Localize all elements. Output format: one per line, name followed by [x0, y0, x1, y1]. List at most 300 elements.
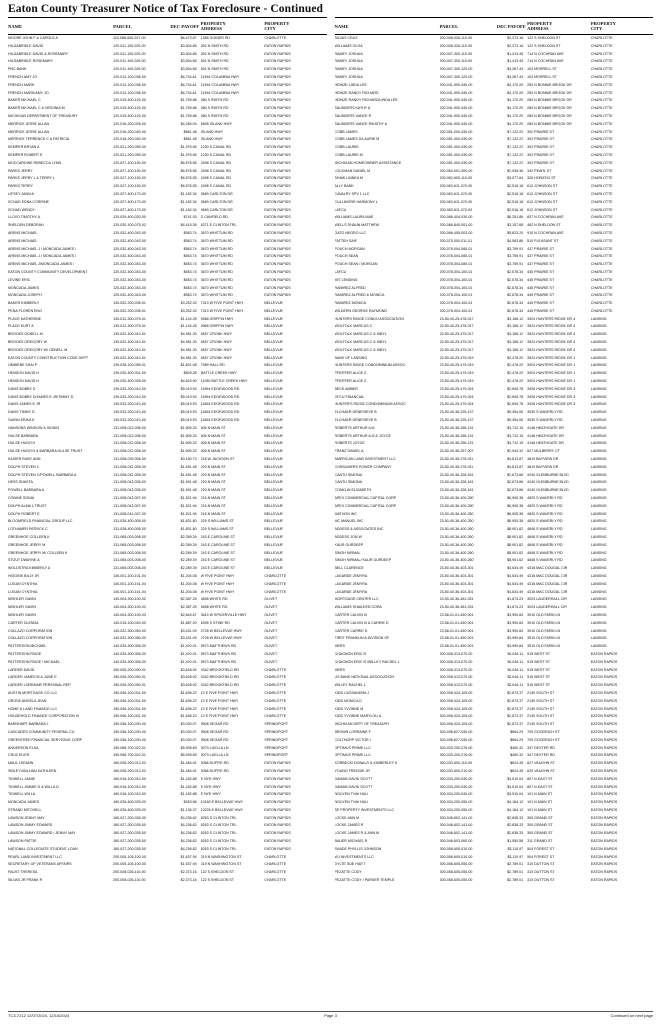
- parcel-number: 23-50-40-25-479-019: [439, 371, 474, 376]
- table-row: [8, 807, 327, 815]
- dec-payoff: $3,166.12: [507, 340, 524, 345]
- dec-payoff: $3,267.43: [507, 67, 524, 72]
- dec-payoff: $2,838.33: [507, 815, 524, 820]
- dec-payoff: $8,901.62: [507, 542, 524, 547]
- property-city: LANSING: [590, 332, 607, 337]
- table-row: [8, 690, 327, 698]
- table-row: [8, 339, 327, 347]
- property-address: 311 GRAND ST: [527, 839, 553, 844]
- table-row: [8, 784, 327, 792]
- owner-name: CANTU SIMONA: [334, 472, 363, 477]
- property-city: CHARLOTTE: [590, 82, 613, 87]
- parcel-number: 23-50-40-36-400-260: [439, 527, 474, 532]
- property-city: LANSING: [590, 620, 607, 625]
- table-row: [335, 355, 654, 363]
- property-city: EATON RAPIDS: [590, 667, 618, 672]
- property-address: S CANFIELD RD: [200, 215, 229, 220]
- property-city: BELLEVUE: [264, 347, 283, 352]
- table-row: [335, 261, 654, 269]
- owner-name: FRENCH MARK/AMY JO: [8, 90, 49, 95]
- owner-name: AMERICAN LAND INVESTMENT LLC: [334, 457, 396, 462]
- owner-name: KEMPER ROBERT E: [8, 152, 43, 157]
- parcel-number: 200-078-004-100-01: [439, 269, 473, 274]
- property-address: 2130 SOUTH ST: [527, 698, 555, 703]
- dec-payoff: $2,678.34: [507, 293, 524, 298]
- table-row: [8, 43, 327, 51]
- property-address: 9508 SEGAR RD: [200, 729, 229, 734]
- property-city: EATON RAPIDS: [590, 706, 618, 711]
- dec-payoff: $453.56: [183, 800, 197, 805]
- property-address: 10226 E BELLEVUE HWY: [200, 807, 244, 812]
- owner-name: PARKS TERRY: [8, 184, 33, 189]
- dec-payoff: $1,550.58: [507, 839, 524, 844]
- property-city: BELLEVUE: [264, 511, 283, 516]
- property-address: 11394 COLUMBIA HWY: [200, 90, 240, 95]
- owner-name: FRANZ DANIEL A: [334, 449, 364, 454]
- parcel-number: 200-078-004-080-01: [439, 246, 473, 251]
- owner-name: ARENS MICHAEL J / MONCADA JAMES /: [8, 246, 77, 251]
- parcel-number: 131-065-003-008-00: [113, 566, 146, 571]
- parcel-number: 200-078-004-100-01: [439, 293, 473, 298]
- dec-payoff: $2,873.37: [507, 690, 524, 695]
- property-city: EATON RAPIDS: [264, 223, 291, 228]
- owner-name: APEX COMMERCIAL CAPITAL CORP: [334, 496, 397, 501]
- property-city: CHARLOTTE: [590, 59, 613, 64]
- parcel-number: 300-058-605-050-00: [439, 870, 473, 875]
- dec-payoff: $1,484.01: [180, 761, 197, 766]
- dec-payoff: $861.48: [183, 129, 197, 134]
- property-address: 4318 MAC DOUGAL CIR: [527, 581, 568, 586]
- table-row: [8, 214, 327, 222]
- parcel-number: 200-051-000-430-00: [439, 152, 473, 157]
- table-row: [335, 300, 654, 308]
- table-row: [335, 370, 654, 378]
- parcel-number: 130-002-200-035-01: [113, 301, 146, 306]
- dec-payoff: $9,354.06: [507, 410, 524, 415]
- property-city: EATON RAPIDS: [264, 784, 291, 789]
- property-city: EATON RAPIDS: [590, 745, 618, 750]
- parcel-number: 120-012-100-036-00: [113, 74, 146, 79]
- dec-payoff: $864.29: [510, 729, 524, 734]
- dec-payoff: $6,576.55: [180, 184, 197, 189]
- owner-name: LOCKE JAMES R & ANN M: [334, 831, 380, 836]
- parcel-number: 120-012-100-036-00: [113, 82, 146, 87]
- parcel-number: 300-008-024-105-00: [439, 714, 473, 719]
- dec-payoff: $1,420.01: [180, 659, 197, 664]
- dec-payoff: $3,504.65: [180, 59, 197, 64]
- table-row: [335, 503, 654, 511]
- table-row: [335, 690, 654, 698]
- table-row: [335, 620, 654, 628]
- owner-name: CARTER CARRIE D: [334, 628, 368, 633]
- owner-name: STRAND MITCHELL: [8, 807, 42, 812]
- table-row: [335, 861, 654, 869]
- owner-name: DAMAN DAVID SCOTT: [334, 784, 373, 789]
- owner-name: HEINZE RANDY RICHARD/LINDA LEE: [334, 98, 398, 103]
- dec-payoff: $3,990.84: [507, 644, 524, 649]
- table-row: [335, 511, 654, 519]
- property-address: 714 N COCHRAN AVE: [527, 59, 564, 64]
- dec-payoff: $3,759.91: [507, 262, 524, 267]
- dec-payoff: $2,938.36: [507, 168, 524, 173]
- table-row: [8, 66, 327, 74]
- parcel-number: 140-001-100-101-04: [113, 573, 146, 578]
- property-city: CHARLOTTE: [590, 98, 613, 103]
- dec-payoff: $3,628.92: [180, 683, 197, 688]
- property-address: 347 DEXTER RD: [527, 745, 555, 750]
- property-city: LANSING: [590, 402, 607, 407]
- property-address: 4148 HEATHGATE DR: [527, 441, 564, 446]
- property-city: CHARLOTTE: [590, 113, 613, 118]
- property-city: LANSING: [590, 636, 607, 641]
- property-address: 8253 S CLINTON TRL: [200, 846, 237, 851]
- table-row: [335, 440, 654, 448]
- property-city: CHARLOTTE: [590, 137, 613, 142]
- property-address: 4898 WHITE RD: [200, 597, 228, 602]
- parcel-number: 200-041-900-340-00: [439, 82, 473, 87]
- right-rows: [335, 35, 654, 885]
- table-row: [8, 674, 327, 682]
- property-city: CHARLOTTE: [590, 262, 613, 267]
- property-city: LANSING: [590, 542, 607, 547]
- property-city: CHARLOTTE: [264, 862, 287, 867]
- table-row: [8, 238, 327, 246]
- property-address: 243 E CAROLINE ST: [200, 566, 236, 571]
- parcel-number: 130-022-400-010-01: [113, 347, 146, 352]
- property-address: 2130 SOUTH ST: [527, 722, 555, 727]
- table-row: [335, 339, 654, 347]
- parcel-number: 150-006-100-001-00: [113, 706, 146, 711]
- dec-payoff: $4,170.20: [507, 113, 524, 118]
- table-row: [335, 643, 654, 651]
- owner-name: GREENHOE COLLEEN K: [8, 535, 50, 539]
- table-row: [8, 721, 327, 729]
- parcel-number: 120-032-400-043-00: [113, 269, 146, 274]
- parcel-number: 200-078-004-100-01: [439, 308, 473, 313]
- dec-payoff: $2,373.16: [507, 36, 524, 40]
- property-city: EATON RAPIDS: [264, 846, 291, 851]
- dec-payoff: $5,623.20: [507, 230, 524, 235]
- property-city: CHARLOTTE: [590, 43, 613, 48]
- parcel-number: 23-50-40-36-481-031: [439, 605, 474, 610]
- property-city: EATON RAPIDS: [264, 82, 291, 87]
- table-row: [8, 472, 327, 480]
- property-address: 3024 LAUDERHALL CIR: [527, 605, 567, 610]
- property-city: LANSING: [590, 597, 607, 602]
- table-row: [335, 409, 654, 417]
- parcel-number: 120-032-400-043-00: [113, 262, 146, 267]
- dec-payoff: $1,521.94: [180, 503, 197, 508]
- property-address: 612 JOHNSON ST: [527, 184, 558, 189]
- dec-payoff: $2,616.11: [507, 683, 524, 688]
- owner-name: ARENS MICHAEL J/MONCADA JAMES /: [8, 262, 75, 267]
- property-address: 3910 OLD FARM LN: [527, 636, 561, 641]
- property-city: EATON RAPIDS: [590, 651, 618, 656]
- dec-payoff: $2,478.20: [507, 355, 524, 360]
- owner-name: RAMEY JOSHUA: [334, 51, 363, 56]
- parcel-number: 120-011-100-025-00: [113, 59, 146, 64]
- dec-payoff: $2,944.32: [507, 449, 524, 454]
- property-address: 445 PRAIRIE ST: [527, 293, 555, 298]
- header-property-address: PROPERTY ADDRESS: [200, 21, 226, 31]
- parcel-number: 200-051-000-430-00: [439, 129, 473, 134]
- table-row: [8, 386, 327, 394]
- table-row: [335, 472, 654, 480]
- property-address: 1385 GOINER RD: [200, 36, 231, 40]
- property-address: 4318 MAC DOUGAL CIR: [527, 566, 568, 571]
- dec-payoff: $6,576.55: [180, 168, 197, 173]
- table-row: [335, 51, 654, 59]
- owner-name: BROWN LORRAINE F: [334, 729, 371, 734]
- table-row: [335, 822, 654, 830]
- dec-payoff: $3,157.68: [507, 223, 524, 228]
- header-parcel: PARCEL: [439, 23, 459, 29]
- property-address: 122 S SHELDON ST: [527, 43, 561, 48]
- property-city: BELLEVUE: [264, 449, 283, 454]
- table-row: [335, 830, 654, 838]
- property-city: EATON RAPIDS: [264, 152, 291, 157]
- table-row: [335, 168, 654, 176]
- property-city: EATON RAPIDS: [264, 199, 291, 204]
- footer-page-number: Page 3: [324, 1013, 337, 1018]
- table-row: [335, 706, 654, 714]
- property-city: LANSING: [590, 394, 607, 399]
- property-city: CHARLOTTE: [590, 223, 613, 228]
- property-address: 4342 BROOKFIELD RD: [200, 675, 240, 680]
- property-city: BELLEVUE: [264, 558, 283, 563]
- table-row: [335, 846, 654, 854]
- property-city: OLIVET: [264, 605, 278, 610]
- property-city: LANSING: [590, 363, 607, 368]
- parcel-number: 130-028-100-055-01: [113, 363, 146, 368]
- property-address: W FIVE POINT HWY: [200, 589, 235, 594]
- owner-name: MERRICK JESSE ALLAN: [8, 129, 50, 134]
- parcel-number: 200-007-300-120-00: [439, 67, 473, 72]
- property-city: CHARLOTTE: [590, 277, 613, 282]
- property-city: EATON RAPIDS: [264, 230, 291, 235]
- parcel-number: 200-063-611-070-00: [439, 184, 473, 189]
- table-row: [335, 292, 654, 300]
- header-property-city: PROPERTY CITY: [264, 21, 290, 31]
- parcel-number: 300-008-627-040-00: [439, 729, 473, 734]
- parcel-number: 130-033-200-010-00: [113, 386, 146, 391]
- parcel-number: 23-50-40-36-481-031: [439, 597, 474, 602]
- property-city: OLIVET: [264, 597, 278, 602]
- owner-name: MORTGAGE CENTER LLC: [334, 597, 379, 602]
- owner-name: KORBECKI DONALD & KIMBERLEY K: [334, 761, 398, 766]
- property-city: LANSING: [590, 550, 607, 555]
- table-row: [8, 729, 327, 737]
- property-city: CHARLOTTE: [590, 246, 613, 251]
- property-city: LANSING: [590, 379, 607, 384]
- parcel-number: 23-50-40-25-479-024: [439, 394, 474, 399]
- property-city: LANSING: [590, 441, 607, 446]
- table-row: [335, 737, 654, 745]
- property-city: LANSING: [590, 581, 607, 586]
- table-row: [335, 479, 654, 487]
- table-row: [335, 238, 654, 246]
- dec-payoff: $5,019.93: [180, 410, 197, 415]
- property-city: LANSING: [590, 558, 607, 563]
- parcel-number: 200-008-026-110-00: [113, 870, 146, 875]
- parcel-number: 160-016-100-010-00: [113, 784, 146, 789]
- dec-payoff: $2,289.39: [180, 558, 197, 563]
- dec-payoff: $3,759.91: [507, 246, 524, 251]
- property-city: LANSING: [590, 472, 607, 477]
- property-city: CHARLOTTE: [590, 207, 613, 212]
- property-address: 915 N COCHRAN AVE: [527, 230, 564, 235]
- dec-payoff: $2,373.16: [180, 870, 197, 875]
- owner-name: HENDON DAVID H: [8, 371, 39, 376]
- owner-name: SHAW LINNEA M: [334, 176, 363, 181]
- header-dec-payoff: DEC PAYOFF: [496, 23, 526, 29]
- property-city: LANSING: [590, 628, 607, 633]
- property-city: LANSING: [590, 449, 607, 454]
- table-row: [8, 659, 327, 667]
- property-city: EATON RAPIDS: [590, 839, 618, 844]
- property-address: 605 N MAIN ST: [200, 425, 226, 430]
- property-address: 605 N MAIN ST: [200, 441, 226, 446]
- property-address: 11854 EDGEWOOD RD: [200, 394, 240, 399]
- dec-payoff: $563.74: [183, 230, 197, 235]
- property-address: 7313 W FIVE POINT HWY: [200, 308, 244, 313]
- owner-name: SHELDEN DEBORAH: [8, 223, 44, 228]
- property-address: 7989 HALL RD: [200, 363, 225, 368]
- parcel-number: 150-006-100-001-00: [113, 698, 146, 703]
- table-row: [335, 698, 654, 706]
- property-address: 218 W JACKSON ST: [200, 457, 235, 462]
- parcel-number: 120-032-400-043-00: [113, 285, 146, 290]
- parcel-number: 23-50-40-25-479-019: [439, 363, 474, 368]
- owner-name: CAVALRY SPV 1 LLC: [334, 191, 370, 196]
- property-city: LANSING: [590, 496, 607, 501]
- parcel-number: 120-032-400-043-00: [113, 246, 146, 251]
- property-address: 8573 MATTHEWS RD: [200, 659, 237, 664]
- dec-payoff: $2,873.37: [507, 698, 524, 703]
- property-city: EATON RAPIDS: [264, 90, 291, 95]
- parcel-number: 200-063-611-070-00: [439, 191, 473, 196]
- parcel-number: 131-008-041-005-00: [113, 488, 146, 493]
- table-row: [335, 316, 654, 324]
- property-address: 807 N EAST ST: [527, 776, 553, 781]
- dec-payoff: $6,734.81: [180, 90, 197, 95]
- property-city: EATON RAPIDS: [264, 831, 291, 836]
- table-row: [8, 635, 327, 643]
- parcel-number: 131-008-012-008-00: [113, 441, 146, 446]
- property-address: 11854 EDGEWOOD RD: [200, 410, 240, 415]
- dec-payoff: $7,122.22: [507, 137, 524, 142]
- table-row: [335, 90, 654, 98]
- property-address: 612 JOHNSON ST: [527, 199, 558, 204]
- property-address: 2130 SOUTH ST: [527, 706, 555, 711]
- dec-payoff: $1,505.33: [180, 449, 197, 454]
- dec-payoff: $2,616.11: [507, 675, 524, 680]
- table-row: [335, 760, 654, 768]
- dec-payoff: $3,712.15: [507, 441, 524, 446]
- dec-payoff: $1,182.88: [180, 776, 197, 781]
- owner-name: WOLFOLK MARCUS C & SIBYL: [334, 347, 387, 352]
- table-row: [8, 550, 327, 558]
- table-row: [8, 207, 327, 215]
- property-address: 605 N MAIN ST: [200, 433, 226, 438]
- property-city: LANSING: [590, 371, 607, 376]
- owner-name: PATTERSON PAIGE / MICHAEL: [8, 659, 61, 664]
- owner-name: ROBERTS JOYCE: [334, 441, 365, 446]
- parcel-number: 160-016-100-010-00: [113, 776, 146, 781]
- dec-payoff: $2,673.66: [507, 480, 524, 485]
- table-row: [8, 113, 327, 121]
- property-city: CHARLOTTE: [590, 129, 613, 134]
- owner-name: DAVIS TIMMY D: [8, 410, 35, 415]
- parcel-number: 120-011-100-025-00: [113, 51, 146, 56]
- property-address: 1230 S CANAL RD: [200, 145, 232, 150]
- table-row: [8, 589, 327, 597]
- owner-name: LAWSON JENNY MAY: [8, 815, 45, 820]
- parcel-number: 130-002-200-035-01: [113, 308, 146, 313]
- dec-payoff: $1,601.08: [180, 363, 197, 368]
- table-row: [8, 90, 327, 98]
- property-city: CHARLOTTE: [590, 145, 613, 150]
- property-address: E NYE HWY: [200, 792, 221, 797]
- owner-name: LOCKE JAMES R: [334, 823, 364, 828]
- dec-payoff: $1,413.45: [507, 59, 524, 64]
- dec-payoff: $3,504.65: [180, 43, 197, 48]
- property-address: 122 S SHELDON ST: [527, 36, 561, 40]
- dec-payoff: $1,182.34: [180, 191, 197, 196]
- dec-payoff: $861.48: [183, 137, 197, 142]
- table-row: [8, 82, 327, 90]
- header-dec-payoff: DEC PAYOFF: [170, 23, 200, 29]
- property-city: BELLEVUE: [264, 488, 283, 493]
- dec-payoff: $8,901.62: [507, 558, 524, 563]
- dec-payoff: $1,182.88: [180, 784, 197, 789]
- parcel-number: 200-008-026-110-00: [439, 36, 473, 40]
- property-address: W FIVE POINT HWY: [200, 573, 235, 578]
- property-address: 3910 OLD FARM LN: [527, 612, 561, 617]
- owner-name: MONCADA JAMES: [8, 800, 40, 805]
- property-city: BELLEVUE: [264, 410, 283, 415]
- property-city: SPRINGPORT: [264, 729, 289, 734]
- owner-name: MISHLER GAVIN: [8, 605, 36, 610]
- owner-name: WOLDSTRA KIMBERLY A: [8, 566, 51, 571]
- table-row: [335, 557, 654, 565]
- property-address: 445 PRAIRIE ST: [527, 269, 555, 274]
- owner-name: DYLTE SUE HIATT: [334, 862, 366, 867]
- owner-name: MISHLER GAVIN: [8, 597, 36, 602]
- parcel-number: 150-005-200-090-01: [113, 675, 146, 680]
- table-row: [335, 612, 654, 620]
- table-row: [8, 495, 327, 503]
- owner-name: LARDER DAVID: [8, 667, 35, 672]
- dec-payoff: $3,504.65: [180, 67, 197, 72]
- left-column: [8, 17, 327, 885]
- owner-name: RAMEY JOSHUA: [334, 59, 363, 64]
- property-city: BELLEVUE: [264, 464, 283, 469]
- owner-name: KIDD MONICA D: [334, 698, 362, 703]
- owner-name: LARDER JAMES M & JUNE E: [8, 675, 57, 680]
- dec-payoff: $1,521.94: [180, 511, 197, 516]
- parcel-number: 23-58-01-01-450-001: [439, 620, 474, 625]
- owner-name: LOGAN CYNTHIA: [8, 581, 38, 586]
- dec-payoff: $2,844.67: [180, 612, 197, 617]
- owner-name: NGUYEN THAI HUU: [334, 800, 368, 805]
- dec-payoff: $4,634.49: [507, 566, 524, 571]
- table-row: [335, 97, 654, 105]
- property-city: EATON RAPIDS: [590, 776, 618, 781]
- owner-name: BROOKS GREGORY W: [8, 340, 48, 345]
- table-row: [8, 651, 327, 659]
- parcel-number: 23-50-40-25-479-017: [439, 332, 474, 337]
